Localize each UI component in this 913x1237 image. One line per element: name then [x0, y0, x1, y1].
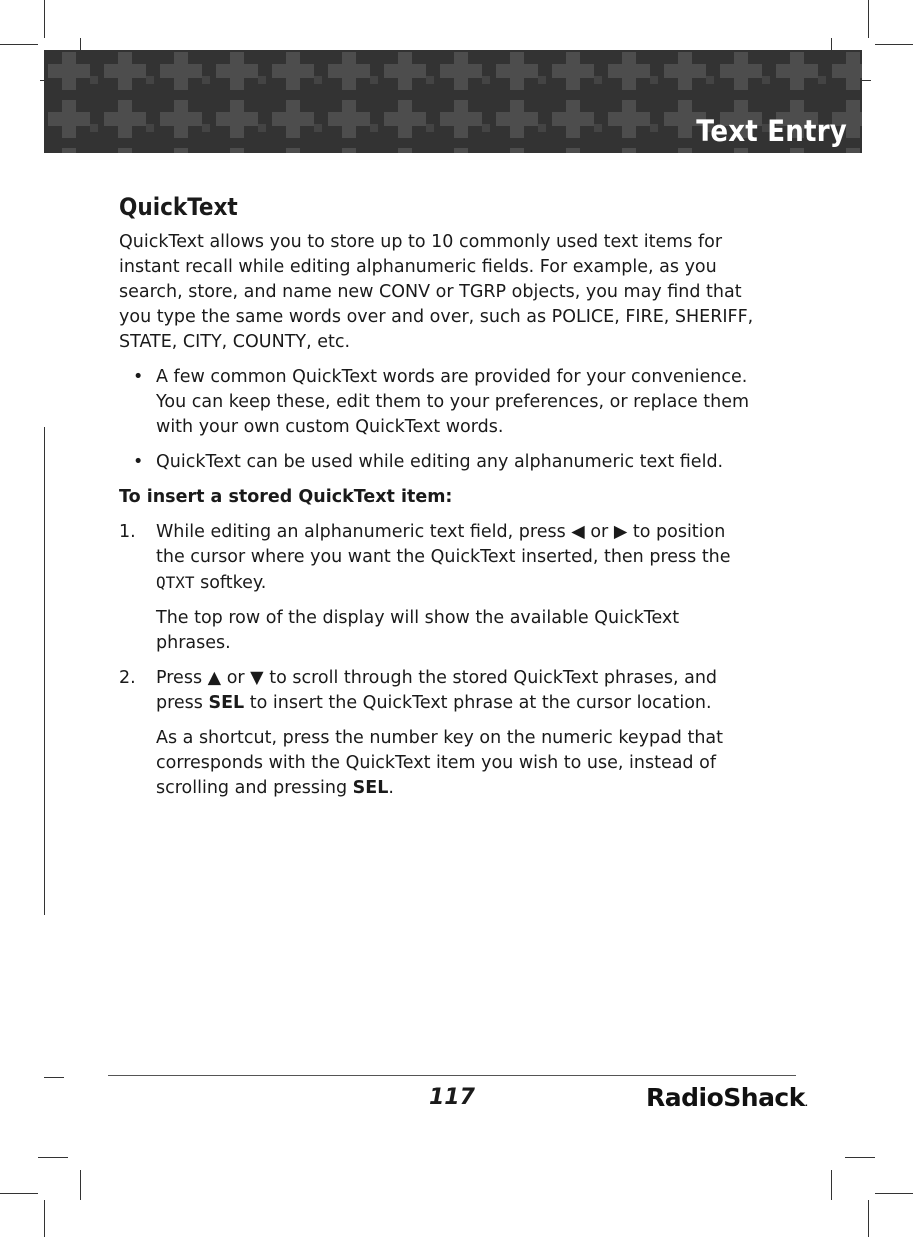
content	[119, 190, 759, 811]
crop-mark	[831, 1170, 832, 1200]
up-arrow-key-icon: ▲	[207, 668, 222, 688]
section-title: QuickText	[119, 193, 238, 221]
crop-mark	[80, 1170, 81, 1200]
list-item: • A few common QuickText words are provided for your convenience. You can keep these, edit them to your preferences, or replace them with your own custom QuickText words.	[133, 367, 750, 437]
step-1-note: The top row of the display will show the available QuickText phrases.	[156, 608, 680, 653]
crop-mark	[868, 0, 869, 38]
brand-logo: RadioShack.	[646, 1083, 808, 1112]
crop-mark	[845, 1157, 875, 1158]
page-title: Text Entry	[696, 114, 847, 148]
crop-mark	[875, 1193, 913, 1194]
sel-key-label: SEL	[208, 693, 245, 713]
crop-mark	[0, 44, 38, 45]
crop-mark	[44, 1200, 45, 1237]
footer-divider	[108, 1075, 796, 1076]
crop-mark	[38, 1157, 68, 1158]
step-2-note: As a shortcut, press the number key on the numeric keypad that corresponds with the QuickText item you wish to use, instead of scrolling and pressing SEL.	[156, 728, 723, 798]
step-number: 2.	[119, 668, 136, 688]
crop-mark	[44, 1077, 64, 1078]
page-number: 117	[429, 1085, 475, 1110]
step-2: 2. Press ▲ or ▼ to scroll through the stored QuickText phrases, and press SEL to insert the QuickText phrase at the cursor location.	[119, 668, 718, 713]
steps-list	[119, 520, 759, 596]
down-arrow-key-icon: ▼	[250, 668, 264, 688]
intro-paragraph: QuickText allows you to store up to 10 commonly used text items for instant recall while editing alphanumeric fields. For example, as you search, store, and name new CONV or TGRP objects, you may find that you type the same words over and over, such as POLICE, FIRE, SHERIFF, STATE, CITY, COUNTY, etc.	[119, 232, 754, 352]
crop-mark	[44, 0, 45, 38]
procedure-heading: To insert a stored QuickText item:	[119, 487, 453, 507]
crop-mark	[44, 427, 45, 915]
step-1: 1. While editing an alphanumeric text field, press ◀ or ▶ to position the cursor where you want the QuickText inserted, then press the QTXT softkey.	[119, 522, 731, 593]
crop-mark	[0, 1193, 38, 1194]
softkey-label: QTXT	[156, 573, 195, 592]
list-item: • QuickText can be used while editing any alphanumeric text field.	[119, 450, 759, 475]
bullet-icon: •	[133, 367, 144, 387]
crop-mark	[868, 1200, 869, 1237]
steps-list	[119, 666, 759, 716]
sel-key-label: SEL	[352, 778, 389, 798]
right-arrow-key-icon: ▶	[613, 522, 628, 542]
step-number: 1.	[119, 522, 136, 542]
left-arrow-key-icon: ◀	[571, 522, 585, 542]
crop-mark	[875, 44, 913, 45]
bullet-list	[119, 365, 759, 475]
bullet-icon: •	[133, 452, 144, 472]
